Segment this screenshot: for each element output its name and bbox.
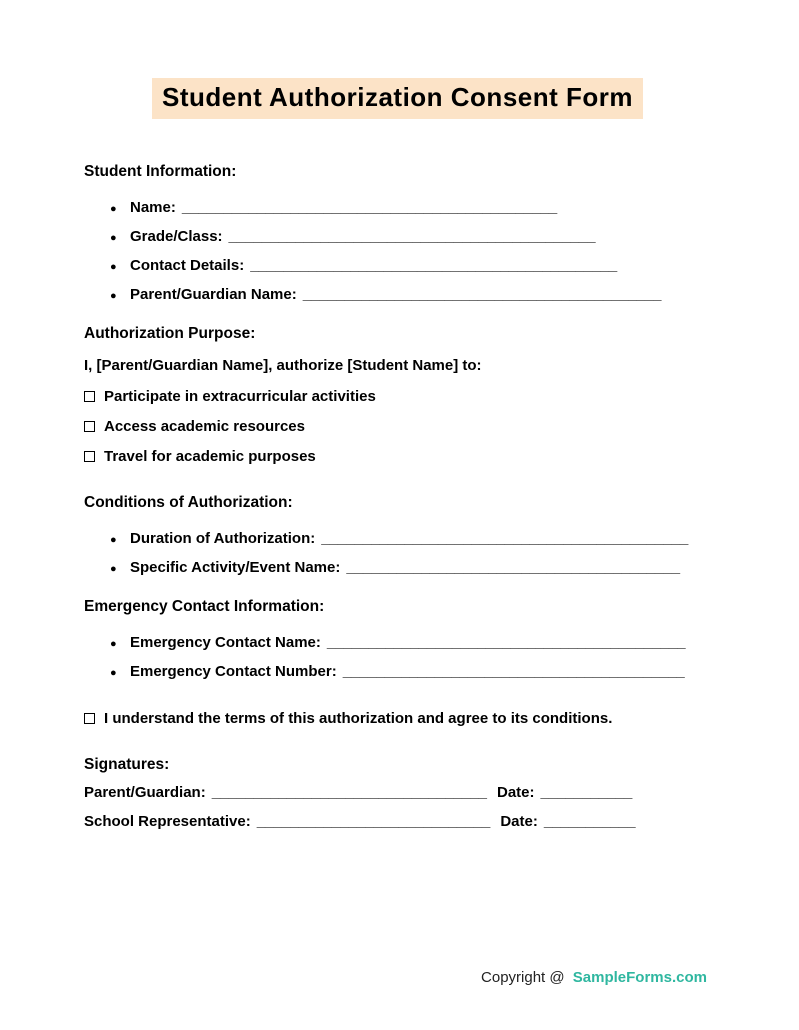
date-line: ___________: [543, 813, 636, 830]
agreement-label: I understand the terms of this authorization and agree to its conditions.: [104, 710, 613, 727]
signature-label: School Representative:: [84, 813, 251, 830]
list-item: [84, 257, 711, 274]
checkbox-row: [84, 448, 711, 465]
bullet-icon: ●: [110, 261, 117, 273]
checkbox-icon[interactable]: [84, 713, 95, 724]
checkbox-label: Travel for academic purposes: [104, 448, 316, 465]
field-label: Duration of Authorization:: [130, 530, 316, 547]
conditions-list: [84, 530, 711, 576]
fill-in-line: _________________________________________: [342, 663, 685, 680]
field-label: Emergency Contact Number:: [130, 663, 337, 680]
student-info-list: [84, 199, 711, 303]
bullet-icon: ●: [110, 534, 117, 546]
checkbox-icon[interactable]: [84, 451, 95, 462]
checkbox-label: Access academic resources: [104, 418, 305, 435]
authorization-purpose-heading: Authorization Purpose:: [84, 325, 256, 342]
page-title: Student Authorization Consent Form: [152, 78, 643, 119]
list-item: [84, 286, 711, 303]
date-label: Date:: [500, 813, 538, 830]
checkbox-row: [84, 418, 711, 435]
fill-in-line: ___________________________________________: [302, 286, 662, 303]
copyright-text: Copyright @: [481, 969, 565, 986]
conditions-heading: Conditions of Authorization:: [84, 494, 293, 511]
signature-line: _________________________________: [211, 784, 487, 801]
bullet-icon: ●: [110, 203, 117, 215]
list-item: [84, 559, 711, 576]
fill-in-line: ____________________________________________: [228, 228, 596, 245]
bullet-icon: ●: [110, 563, 117, 575]
date-label: Date:: [497, 784, 535, 801]
fill-in-line: ____________________________________________: [250, 257, 618, 274]
title-wrap: [84, 78, 711, 119]
field-label: Parent/Guardian Name:: [130, 286, 297, 303]
emergency-heading: Emergency Contact Information:: [84, 598, 325, 615]
bullet-icon: ●: [110, 638, 117, 650]
fill-in-line: ________________________________________: [346, 559, 681, 576]
student-info-heading: Student Information:: [84, 163, 237, 180]
list-item: [84, 663, 711, 680]
fill-in-line: _____________________________________________: [181, 199, 558, 216]
authorization-intro: I, [Parent/Guardian Name], authorize [Student Name] to:: [84, 357, 482, 374]
bullet-icon: ●: [110, 232, 117, 244]
field-label: Emergency Contact Name:: [130, 634, 321, 651]
signatures-heading: Signatures:: [84, 756, 170, 773]
list-item: [84, 199, 711, 216]
footer: [481, 969, 707, 986]
field-label: Contact Details:: [130, 257, 245, 274]
checkbox-label: Participate in extracurricular activities: [104, 388, 376, 405]
list-item: [84, 530, 711, 547]
bullet-icon: ●: [110, 290, 117, 302]
signature-row: [84, 813, 711, 830]
agreement-row: [84, 710, 711, 727]
checkbox-icon[interactable]: [84, 391, 95, 402]
signature-line: ____________________________: [256, 813, 491, 830]
fill-in-line: ____________________________________________: [321, 530, 689, 547]
field-label: Grade/Class:: [130, 228, 223, 245]
emergency-list: [84, 634, 711, 680]
field-label: Name:: [130, 199, 176, 216]
checkbox-icon[interactable]: [84, 421, 95, 432]
date-line: ___________: [540, 784, 633, 801]
sampleforms-link[interactable]: SampleForms.com: [572, 969, 707, 986]
bullet-icon: ●: [110, 667, 117, 679]
list-item: [84, 228, 711, 245]
checkbox-row: [84, 388, 711, 405]
list-item: [84, 634, 711, 651]
signature-row: [84, 784, 711, 801]
field-label: Specific Activity/Event Name:: [130, 559, 341, 576]
signature-label: Parent/Guardian:: [84, 784, 206, 801]
fill-in-line: ___________________________________________: [326, 634, 686, 651]
